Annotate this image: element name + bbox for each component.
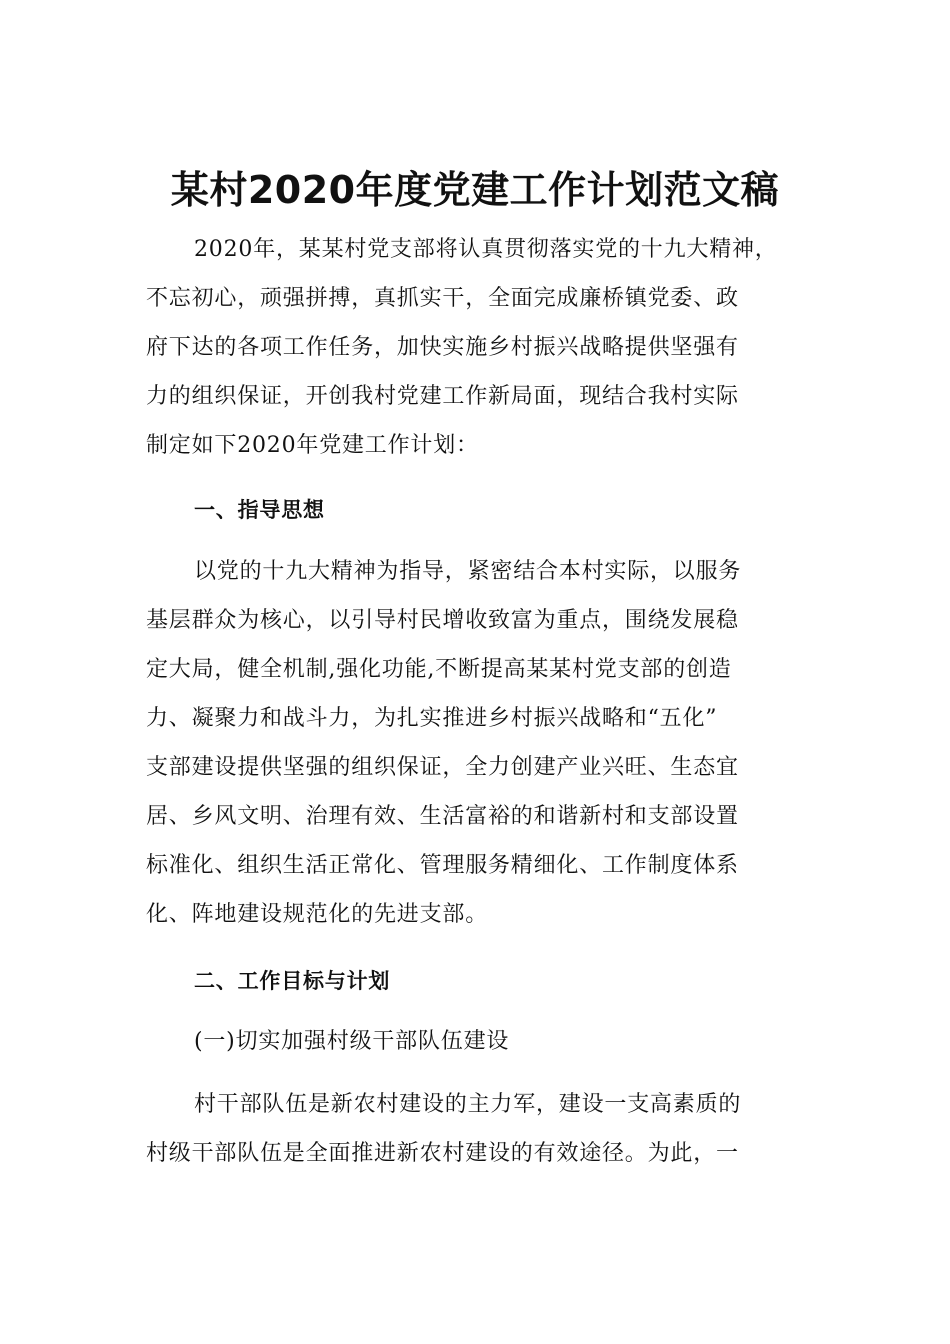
section-heading-guiding-thought: 一、指导思想 — [194, 498, 325, 522]
section1-line-6: 居、乡风文明、治理有效、生活富裕的和谐新村和支部设置 — [146, 804, 739, 829]
intro-line-2: 不忘初心，顽强拼搏，真抓实干，全面完成廉桥镇党委、政 — [146, 286, 739, 311]
section1-line-1: 以党的十九大精神为指导，紧密结合本村实际，以服务 — [194, 559, 742, 584]
section1-line-8: 化、阵地建设规范化的先进支部。 — [146, 902, 489, 927]
section1-line-2: 基层群众为核心，以引导村民增收致富为重点，围绕发展稳 — [146, 608, 739, 633]
intro-line-3: 府下达的各项工作任务，加快实施乡村振兴战略提供坚强有 — [146, 335, 739, 360]
section1-line-3: 定大局，健全机制,强化功能,不断提高某某村党支部的创造 — [146, 657, 732, 682]
intro-line-4: 力的组织保证，开创我村党建工作新局面，现结合我村实际 — [146, 384, 739, 409]
subsection1-line-1: 村干部队伍是新农村建设的主力军，建设一支高素质的 — [194, 1092, 742, 1117]
subsection1-line-2: 村级干部队伍是全面推进新农村建设的有效途径。为此，一 — [146, 1141, 739, 1166]
section-heading-goals-and-plan: 二、工作目标与计划 — [194, 969, 391, 993]
document-title: 某村2020年度党建工作计划范文稿 — [170, 168, 780, 212]
intro-line-1: 2020年，某某村党支部将认真贯彻落实党的十九大精神， — [194, 237, 778, 262]
intro-line-5: 制定如下2020年党建工作计划： — [146, 433, 479, 458]
section1-line-5: 支部建设提供坚强的组织保证，全力创建产业兴旺、生态宜 — [146, 755, 739, 780]
subsection-heading-cadre-team: (一)切实加强村级干部队伍建设 — [194, 1029, 510, 1054]
section1-line-7: 标准化、组织生活正常化、管理服务精细化、工作制度体系 — [146, 853, 739, 878]
section1-line-4: 力、凝聚力和战斗力，为扎实推进乡村振兴战略和“五化” — [146, 706, 718, 731]
